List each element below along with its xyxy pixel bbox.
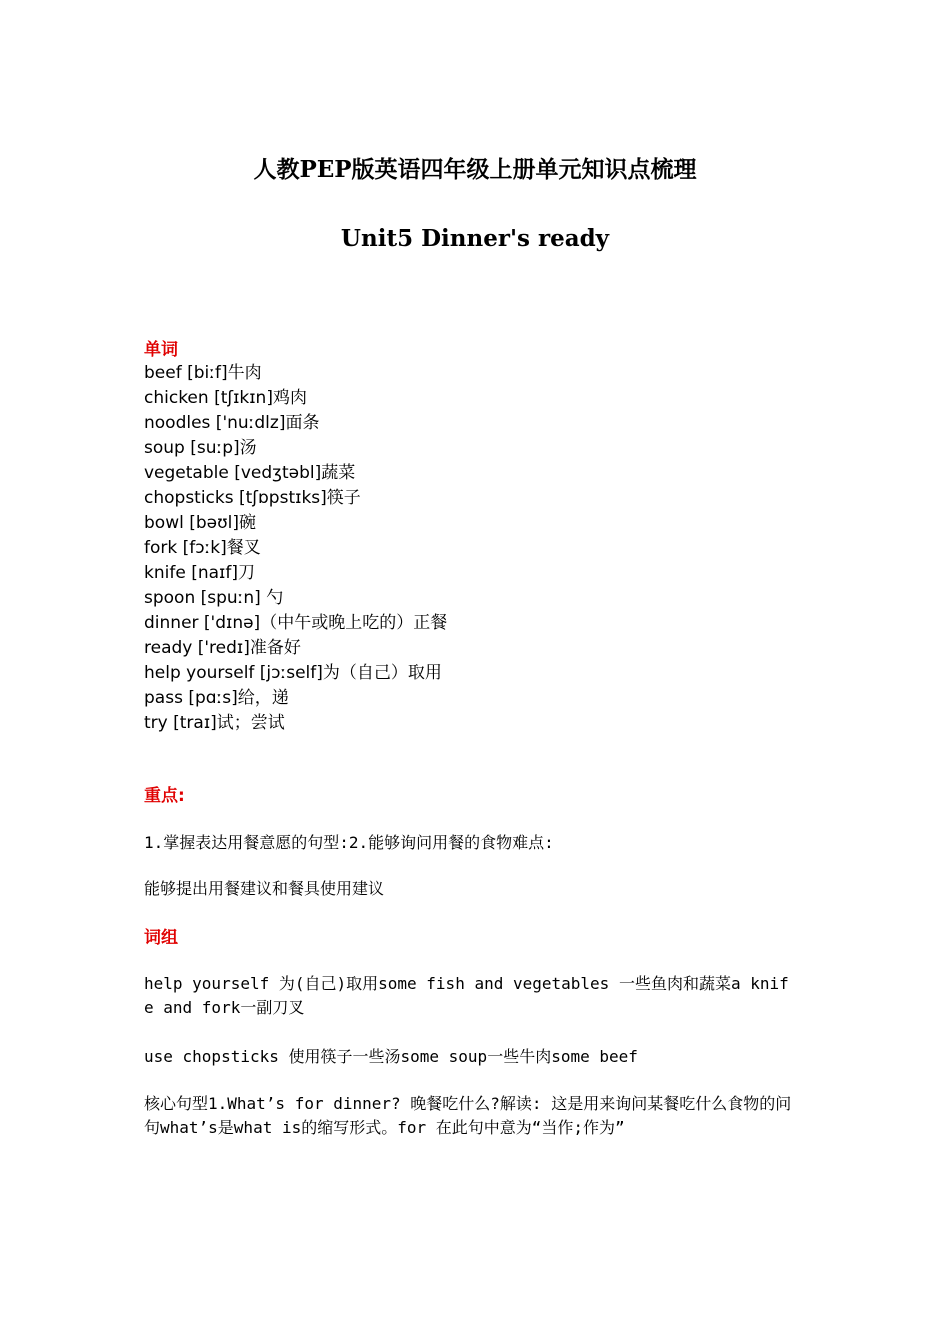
vocabulary-item: help yourself [jɔːself]为（自己）取用 (144, 663, 442, 683)
vocabulary-item: knife [naɪf]刀 (144, 563, 255, 583)
document-title: 人教PEP版英语四年级上册单元知识点梳理 (253, 156, 697, 183)
phrases-paragraph: help yourself 为(自己)取用some fish and vegetables 一些鱼肉和蔬菜a knife and fork一副刀叉 (144, 974, 789, 1017)
vocabulary-item: try [traɪ]试；尝试 (144, 713, 285, 733)
vocabulary-item: bowl [bəʊl]碗 (144, 513, 256, 533)
vocabulary-item: vegetable [vedʒtəbl]蔬菜 (144, 463, 356, 483)
vocabulary-item: spoon [spuːn] 勺 (144, 588, 284, 608)
vocabulary-item: noodles ['nuːdlz]面条 (144, 413, 320, 433)
vocabulary-item: fork [fɔːk]餐叉 (144, 538, 261, 558)
vocabulary-item: chopsticks [tʃɒpstɪks]筷子 (144, 488, 361, 508)
vocabulary-heading: 单词 (144, 340, 178, 360)
vocabulary-item: pass [pɑːs]给，递 (144, 688, 289, 708)
vocabulary-item: ready ['redɪ]准备好 (144, 638, 301, 658)
phrases-paragraph: use chopsticks 使用筷子一些汤some soup一些牛肉some beef (144, 1047, 638, 1066)
vocabulary-item: chicken [tʃɪkɪn]鸡肉 (144, 388, 307, 408)
key-points-heading: 重点: (144, 786, 185, 806)
core-sentence-paragraph: 核心句型1.What’s for dinner? 晚餐吃什么?解读: 这是用来询问某餐吃什么食物的问句what’s是what is的缩写形式。for 在此句中意为“当作;作为” (144, 1094, 792, 1137)
key-points-difficulty: 能够提出用餐建议和餐具使用建议 (144, 879, 385, 898)
vocabulary-list (144, 361, 447, 736)
key-points-goals: 1.掌握表达用餐意愿的句型:2.能够询问用餐的食物难点: (144, 833, 554, 852)
vocabulary-item: beef [biːf]牛肉 (144, 363, 262, 383)
phrases-heading: 词组 (144, 928, 178, 948)
vocabulary-item: soup [suːp]汤 (144, 438, 257, 458)
unit-title: Unit5 Dinner's ready (340, 225, 610, 252)
vocabulary-item: dinner ['dɪnə]（中午或晚上吃的）正餐 (144, 613, 448, 633)
